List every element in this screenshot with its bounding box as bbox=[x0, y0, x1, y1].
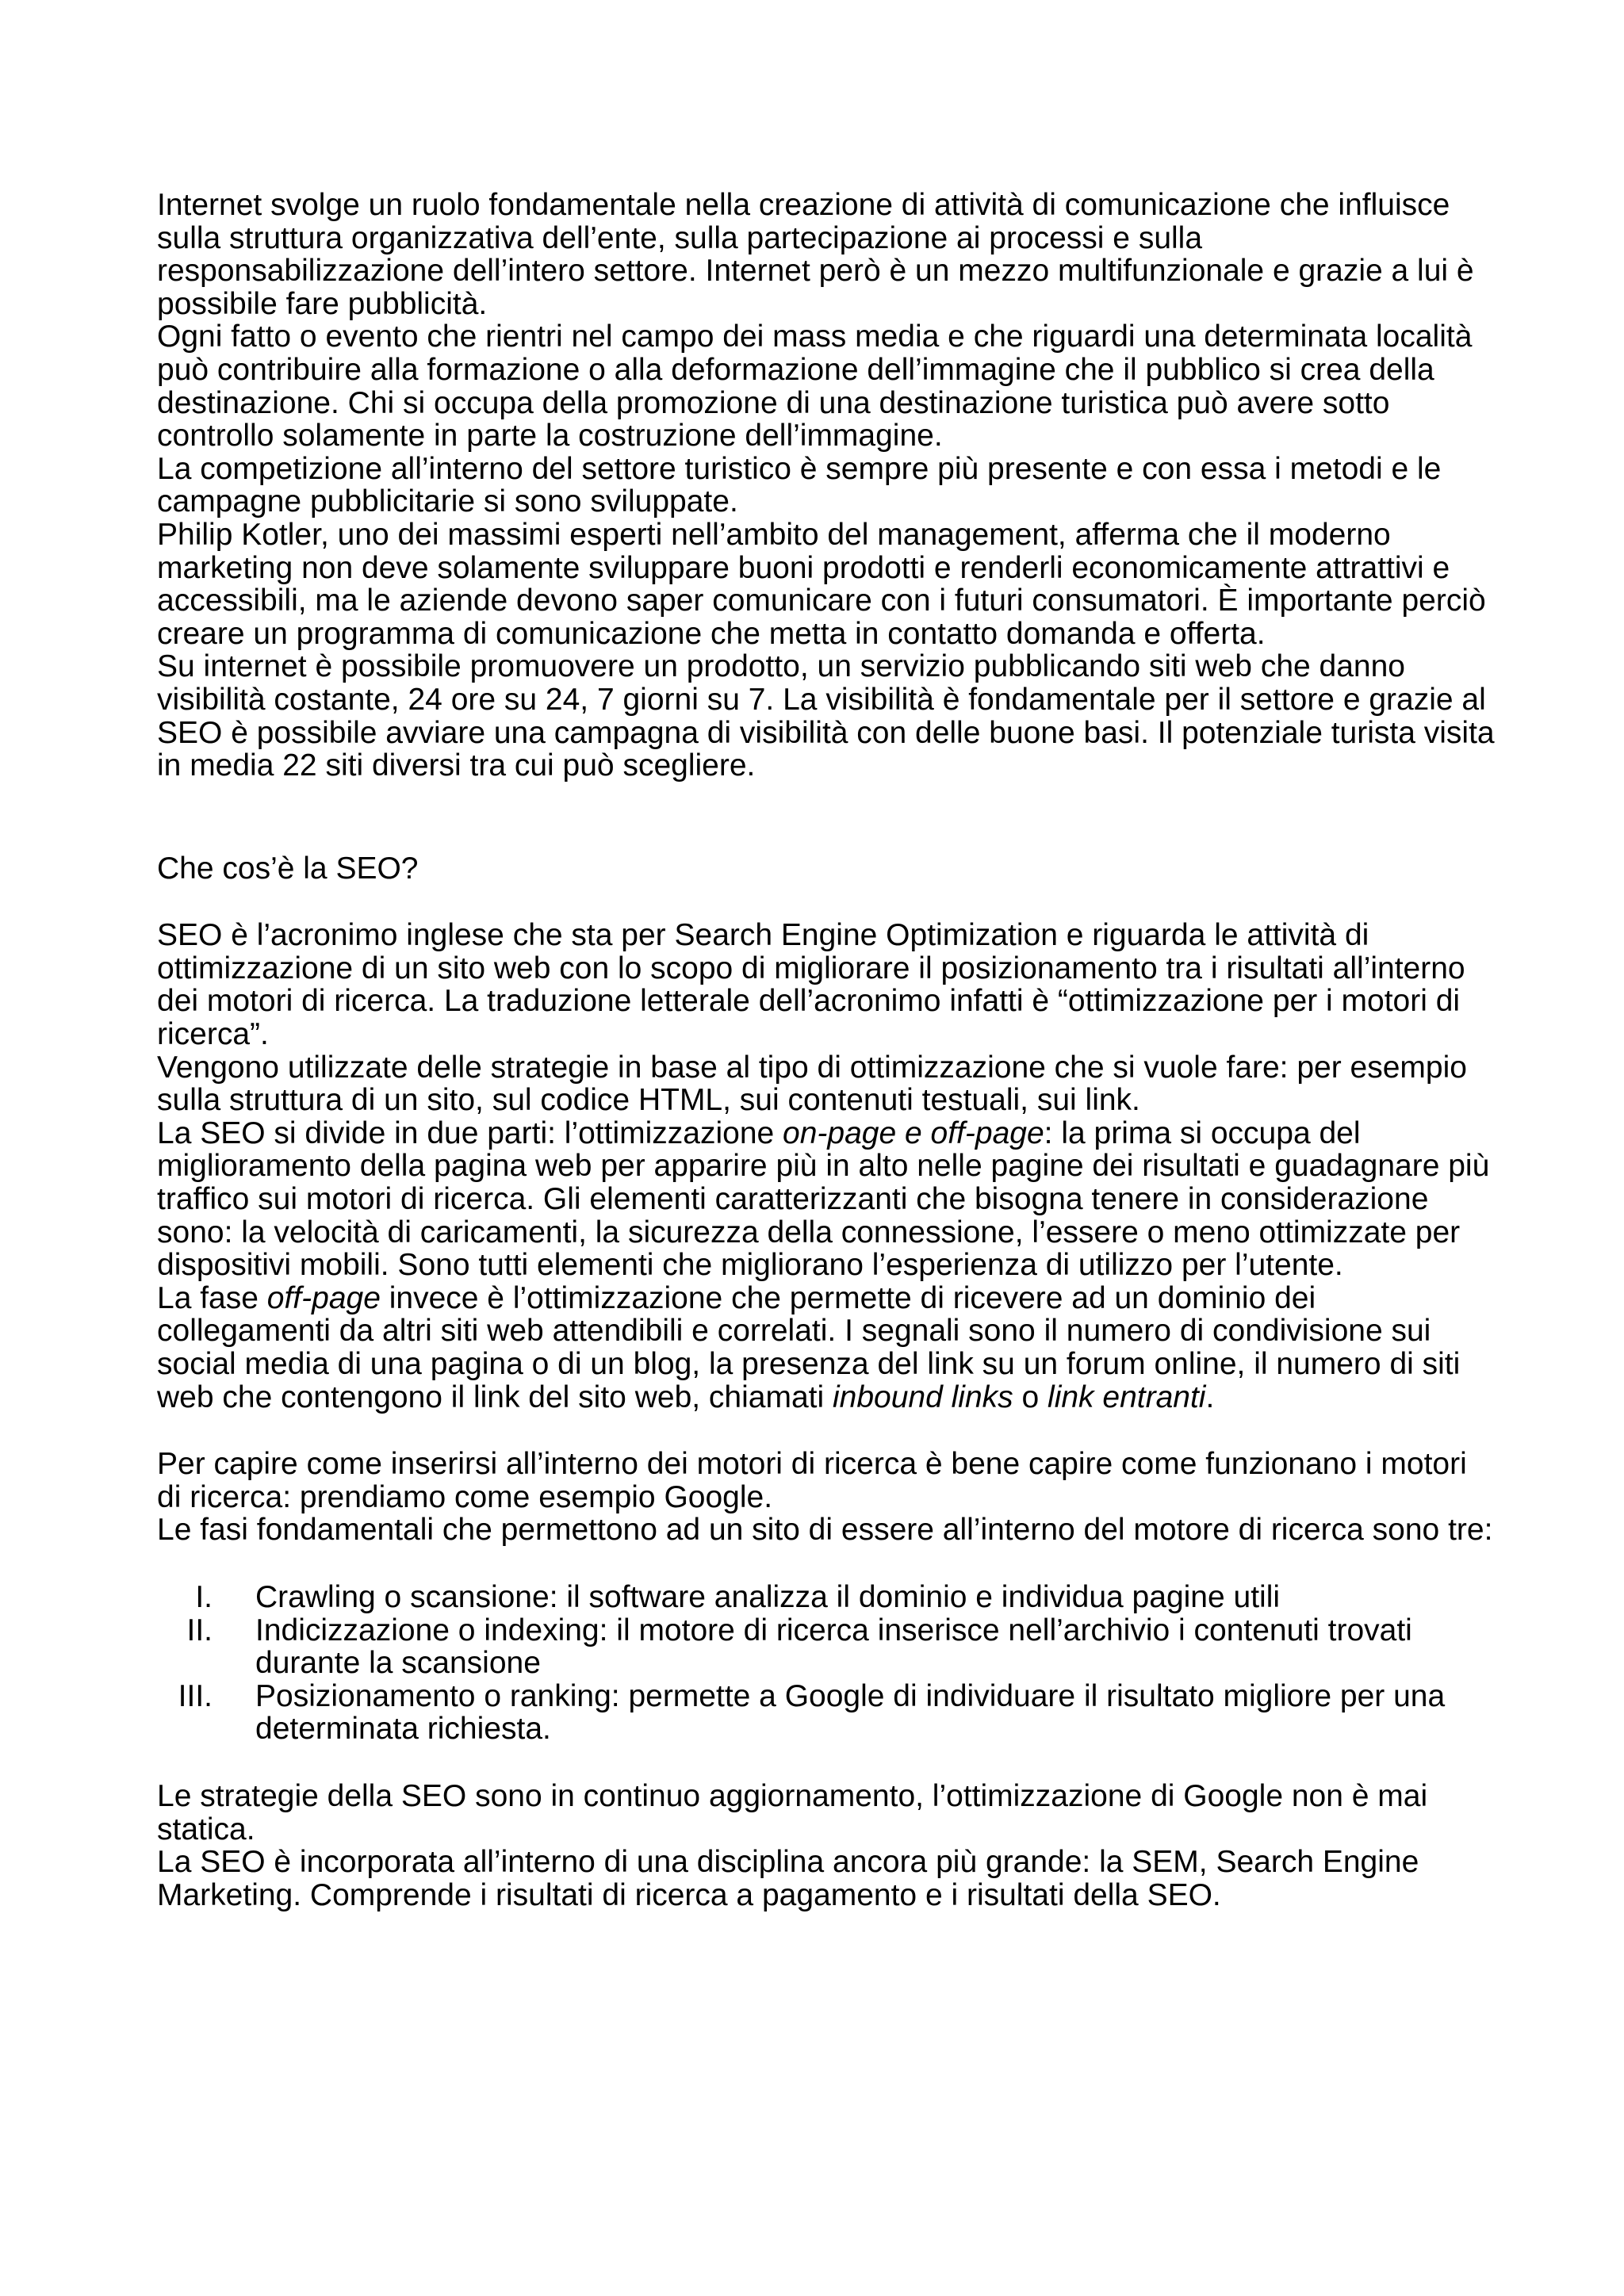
search-engines-paragraph: Per capire come inserirsi all’interno dei motori di ricerca è bene capire come funzionano i motori di ricerca: prendiamo come esempio Google. bbox=[157, 1447, 1467, 1514]
seo-definition-section bbox=[157, 919, 1497, 1414]
section-heading: Che cos’è la SEO? bbox=[157, 851, 419, 886]
seo-onpage-emphasis: on-page e off-page bbox=[783, 1115, 1044, 1150]
seo-offpage-text-middle: invece è l’ottimizzazione che permette di ricevere ad un dominio dei collegamenti da altri siti web attendibili e correlati. I segnali sono il numero di condivisione sui social media di una pagina o di un blog, la presenza del link su un forum online, il numero di siti web che contengono il link del sito web, chiamati bbox=[157, 1280, 1461, 1414]
closing-paragraph-strategies: Le strategie della SEO sono in continuo aggiornamento, l’ottimizzazione di Google non è mai statica. bbox=[157, 1778, 1428, 1846]
intro-paragraph-competition: La competizione all’interno del settore turistico è sempre più presente e con essa i metodi e le campagne pubblicitarie si sono sviluppate. bbox=[157, 451, 1442, 519]
list-item-number: I. bbox=[195, 1579, 213, 1614]
list-item-text: Posizionamento o ranking: permette a Google di individuare il risultato migliore per una determinata richiesta. bbox=[255, 1678, 1446, 1747]
intro-paragraph-visibility: Su internet è possibile promuovere un prodotto, un servizio pubblicando siti web che danno visibilità costante, 24 ore su 24, 7 giorni su 7. La visibilità è fondamentale per il settore e grazie al SEO è possibile avviare una campagna di visibilità con delle buone basi. Il potenziale turista visita in media 22 siti diversi tra cui può scegliere. bbox=[157, 649, 1495, 783]
seo-offpage-emphasis: off-page bbox=[266, 1280, 381, 1315]
paragraph-spacer bbox=[157, 885, 1497, 919]
paragraph-spacer bbox=[157, 1547, 1497, 1581]
list-item bbox=[157, 1680, 1497, 1746]
closing-section bbox=[157, 1780, 1497, 1911]
seo-onpage-paragraph bbox=[157, 1117, 1497, 1282]
inbound-links-emphasis: inbound links bbox=[832, 1380, 1013, 1414]
seo-onpage-text-after: : la prima si occupa del miglioramento della pagina web per apparire più in alto nelle pagine dei risultati e guadagnare più traffico sui motori di ricerca. Gli elementi caratterizzanti che bisogna tenere in considerazione sono: la velocità di caricamenti, la sicurezza della connessione, l’essere o meno ottimizzate per dispositivi mobili. Sono tutti elementi che migliorano l’esperienza di utilizzo per l’utente. bbox=[157, 1115, 1490, 1283]
seo-onpage-text-before: La SEO si divide in due parti: l’ottimizzazione bbox=[157, 1115, 783, 1150]
list-item-text: Crawling o scansione: il software analizza il dominio e individua pagine utili bbox=[255, 1579, 1281, 1614]
intro-paragraph-internet: Internet svolge un ruolo fondamentale nella creazione di attività di comunicazione che influisce sulla struttura organizzativa dell’ente, sulla partecipazione ai processi e sulla responsabilizzazione dell’intero settore. Internet però è un mezzo multifunzionale e grazie a lui è possibile fare pubblicità. bbox=[157, 188, 1474, 321]
list-item-number: III. bbox=[178, 1678, 213, 1713]
seo-strategies-paragraph: Vengono utilizzate delle strategie in base al tipo di ottimizzazione che si vuole fare: per esempio sulla struttura di un sito, sul codice HTML, sui contenuti testuali, sui link. bbox=[157, 1050, 1467, 1118]
seo-offpage-text-before: La fase bbox=[157, 1280, 267, 1315]
link-entranti-emphasis: link entranti bbox=[1048, 1380, 1206, 1414]
seo-offpage-paragraph bbox=[157, 1282, 1497, 1414]
seo-offpage-joiner: o bbox=[1013, 1380, 1048, 1414]
phases-intro-paragraph: Le fasi fondamentali che permettono ad un sito di essere all’interno del motore di ricerca sono tre: bbox=[157, 1513, 1493, 1548]
intro-paragraph-media: Ogni fatto o evento che rientri nel campo dei mass media e che riguardi una determinata località può contribuire alla formazione o alla deformazione dell’immagine che il pubblico si crea della destinazione. Chi si occupa della promozione di una destinazione turistica può avere sotto controllo solamente in parte la costruzione dell’immagine. bbox=[157, 320, 1473, 453]
section-spacer bbox=[157, 783, 1497, 852]
list-item-number: II. bbox=[186, 1613, 213, 1647]
document-page bbox=[157, 189, 1497, 1911]
seo-definition-paragraph: SEO è l’acronimo inglese che sta per Search Engine Optimization e riguarda le attività di ottimizzazione di un sito web con lo scopo di migliorare il posizionamento tra i risultati all’interno dei motori di ricerca. La traduzione letterale dell’acronimo infatti è “ottimizzazione per i motori di ricerca”. bbox=[157, 918, 1465, 1052]
paragraph-spacer bbox=[157, 1414, 1497, 1448]
list-item bbox=[157, 1614, 1497, 1680]
seo-offpage-text-after: . bbox=[1205, 1380, 1215, 1414]
closing-paragraph-sem: La SEO è incorporata all’interno di una disciplina ancora più grande: la SEM, Search Engine Marketing. Comprende i risultati di ricerca a pagamento e i risultati della SEO. bbox=[157, 1845, 1419, 1912]
intro-paragraph-kotler: Philip Kotler, uno dei massimi esperti nell’ambito del management, afferma che il moderno marketing non deve solamente sviluppare buoni prodotti e renderli economicamente attrattivi e accessibili, ma le aziende devono saper comunicare con i futuri consumatori. È importante perciò creare un programma di comunicazione che metta in contatto domanda e offerta. bbox=[157, 517, 1486, 651]
phases-list bbox=[157, 1581, 1497, 1746]
search-engines-section bbox=[157, 1448, 1497, 1547]
list-item bbox=[157, 1581, 1497, 1614]
intro-section bbox=[157, 189, 1497, 783]
paragraph-spacer bbox=[157, 1746, 1497, 1780]
list-item-text: Indicizzazione o indexing: il motore di ricerca inserisce nell’archivio i contenuti trovati durante la scansione bbox=[255, 1613, 1412, 1681]
